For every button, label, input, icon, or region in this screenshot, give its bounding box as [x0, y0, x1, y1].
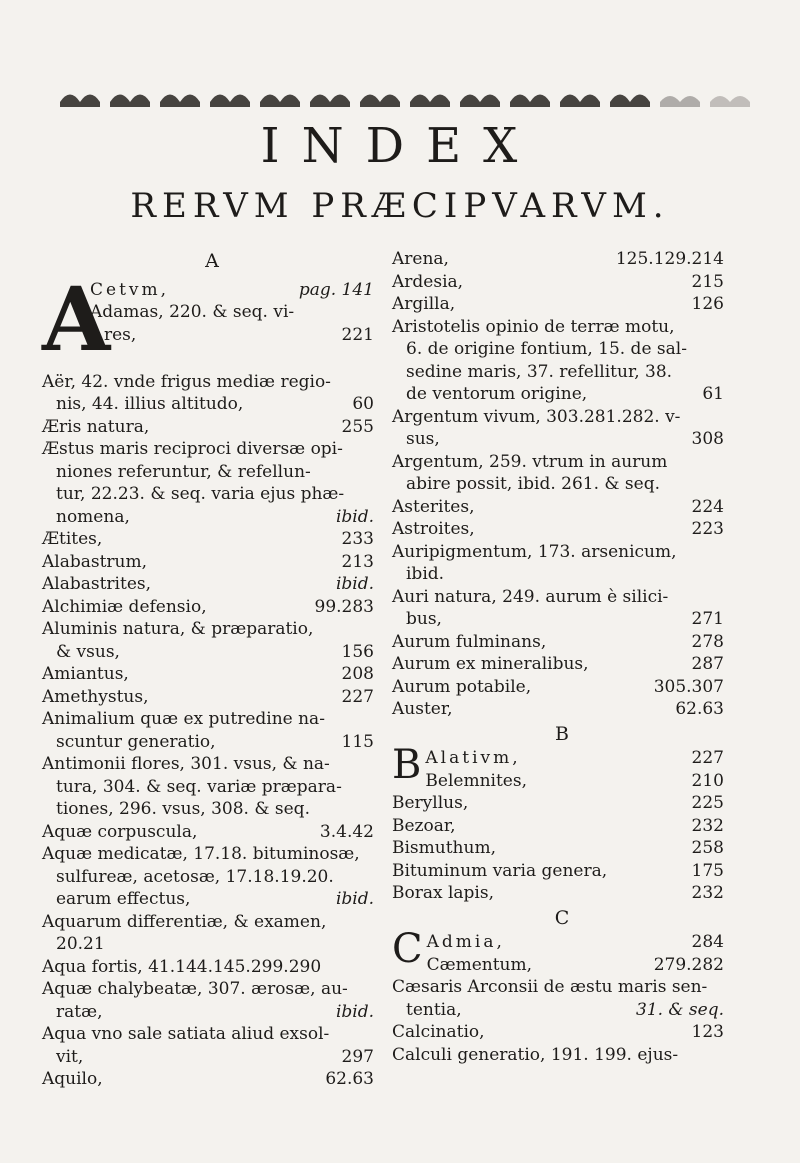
- index-entry: [392, 406, 732, 429]
- entry-page: 232: [691, 883, 724, 903]
- entry-text: nomena,: [56, 506, 130, 527]
- entry-page: 125.129.214: [615, 249, 724, 269]
- entry-page: 62.63: [325, 1069, 374, 1089]
- index-entry: [42, 933, 382, 956]
- entry-page: 284: [691, 932, 724, 952]
- index-entry: [42, 978, 382, 1001]
- index-entry: [392, 563, 732, 586]
- entry-text: 20.21: [56, 934, 105, 954]
- index-entry: [42, 821, 382, 844]
- index-entry: [42, 686, 382, 709]
- entry-text: Ætites,: [42, 529, 103, 549]
- entry-page: 223: [691, 519, 724, 539]
- entry-text: Asterites,: [392, 496, 475, 517]
- entry-page: 126: [691, 294, 724, 314]
- entry-page: 115: [341, 731, 374, 752]
- entry-text: Belemnites,: [425, 770, 527, 791]
- section-letter-a: A: [205, 250, 219, 272]
- index-entry: [42, 618, 382, 641]
- entry-text: tiones, 296. vsus, 308. & seq.: [56, 799, 310, 819]
- index-entry: [42, 596, 382, 619]
- entry-page: 279.282: [653, 954, 724, 975]
- index-entry: [42, 708, 382, 731]
- page-subtitle: RERVM PRÆCIPVARVM.: [130, 186, 670, 226]
- index-entry: [42, 911, 382, 934]
- entry-page: 227: [341, 686, 374, 707]
- index-entry: [392, 837, 732, 860]
- entry-page: 210: [691, 770, 724, 791]
- entry-page: 224: [691, 496, 724, 517]
- index-entry: Adamas, 220. & seq. vi-: [90, 302, 295, 322]
- entry-text: earum effectus,: [56, 889, 191, 909]
- entry-page: 62.63: [675, 699, 724, 719]
- entry-text: Alchimiæ defensio,: [42, 596, 207, 617]
- index-entry: [392, 473, 732, 496]
- index-entry: [42, 663, 382, 686]
- index-entry: [42, 371, 382, 394]
- entry-text: Auripigmentum, 173. arsenicum,: [392, 541, 677, 562]
- entry-text: Aqua vno sale satiata aliud exsol-: [42, 1024, 330, 1044]
- entry-page: ibid.: [335, 889, 374, 909]
- index-entry: [42, 798, 382, 821]
- entry-text: de ventorum origine,: [406, 384, 588, 404]
- entry-text: Alabastrites,: [42, 574, 152, 594]
- entry-page: 31. & seq.: [635, 999, 724, 1020]
- entry-text: & vsus,: [56, 641, 120, 662]
- index-entry: [392, 608, 732, 631]
- index-entry: [392, 518, 732, 541]
- entry-page: 271: [691, 609, 724, 629]
- index-entry: [392, 541, 732, 564]
- entry-page: 156: [341, 641, 374, 662]
- entry-page: 3.4.42: [319, 821, 374, 842]
- entry-page: 233: [341, 529, 374, 549]
- entry-text: abire possit, ibid. 261. & seq.: [406, 474, 660, 494]
- entry-text: Beryllus,: [392, 793, 469, 813]
- entry-page: 255: [341, 416, 374, 437]
- index-entry: [42, 1046, 382, 1069]
- entry-page: 215: [691, 271, 724, 292]
- entry-text: tura, 304. & seq. variæ præpara-: [56, 776, 342, 797]
- entry-text: Aristotelis opinio de terræ motu,: [392, 316, 675, 337]
- dropcap-block: [42, 266, 382, 371]
- index-entry: [42, 641, 382, 664]
- index-entry: res, 221: [104, 324, 374, 345]
- index-entry: [42, 1023, 382, 1046]
- entry-text: Aurum potabile,: [392, 676, 532, 697]
- index-entry: [392, 293, 732, 316]
- entry-text: Amiantus,: [42, 664, 129, 684]
- entry-page: 232: [691, 815, 724, 836]
- index-entry: [392, 428, 732, 451]
- entry-text: Calcinatio,: [392, 1022, 485, 1042]
- entry-text: scuntur generatio,: [56, 731, 216, 752]
- left-column: [42, 248, 382, 1091]
- entry-text: Æstus maris reciproci diversæ opi-: [42, 439, 343, 459]
- entry-page: 287: [691, 654, 724, 674]
- index-entry: [42, 551, 382, 574]
- page-title: INDEX: [260, 118, 540, 174]
- index-entry: Cetvm, pag. 141: [90, 279, 374, 300]
- index-entry: [42, 528, 382, 551]
- entry-text: ibid.: [406, 564, 445, 584]
- entry-text: Antimonii flores, 301. vsus, & na-: [42, 754, 330, 774]
- entry-text: Alabastrum,: [42, 551, 148, 572]
- entry-text: Aurum fulminans,: [392, 631, 547, 652]
- entry-text: tentia,: [406, 999, 462, 1020]
- entry-text: Argilla,: [392, 294, 456, 314]
- index-entry: [392, 770, 732, 793]
- index-entry: [392, 882, 732, 905]
- index-entry: [392, 792, 732, 815]
- right-entry-list-a: [392, 248, 732, 721]
- entry-text: tur, 22.23. & seq. varia ejus phæ-: [56, 484, 345, 504]
- section-letter-c: C: [554, 906, 570, 929]
- entry-text: sus,: [406, 429, 440, 449]
- index-entry: [392, 248, 732, 271]
- entry-text: Aluminis natura, & præparatio,: [42, 619, 314, 639]
- index-entry: [392, 338, 732, 361]
- entry-page: 258: [691, 838, 724, 858]
- index-entry: [42, 1068, 382, 1091]
- index-entry: [392, 860, 732, 883]
- entry-page: 227: [691, 748, 724, 768]
- entry-page: 99.283: [314, 596, 374, 617]
- entry-text: sedine maris, 37. refellitur, 38.: [406, 361, 673, 382]
- index-entry: [42, 573, 382, 596]
- entry-text: Aurum ex mineralibus,: [392, 654, 589, 674]
- entry-page: 308: [691, 429, 724, 449]
- entry-text: ratæ,: [56, 1001, 103, 1022]
- right-entry-list-c: [392, 926, 732, 1066]
- entry-text: Cæmentum,: [426, 954, 533, 975]
- entry-page: ibid.: [335, 574, 374, 594]
- index-entry: [392, 653, 732, 676]
- index-entry: [392, 383, 732, 406]
- entry-text: vit,: [56, 1046, 84, 1067]
- entry-page: 208: [341, 664, 374, 684]
- index-entry: [392, 976, 732, 999]
- index-entry: [42, 393, 382, 416]
- ornamental-border: [50, 82, 750, 112]
- index-entry: [42, 731, 382, 754]
- entry-text: niones referuntur, & refellun-: [56, 461, 311, 482]
- entry-text: Admia,: [426, 932, 505, 952]
- entry-text: Bezoar,: [392, 815, 456, 836]
- index-entry: [42, 843, 382, 866]
- entry-text: Cæsaris Arconsii de æstu maris sen-: [392, 977, 708, 997]
- index-entry: [42, 438, 382, 461]
- entry-text: nis, 44. illius altitudo,: [56, 394, 244, 414]
- entry-text: Aqua fortis, 41.144.145.299.290: [42, 956, 322, 977]
- entry-text: Argentum vivum, 303.281.282. v-: [392, 406, 681, 427]
- entry-page: 297: [341, 1046, 374, 1067]
- index-entry: [392, 316, 732, 339]
- index-entry: [392, 586, 732, 609]
- index-entry: [392, 954, 732, 977]
- entry-text: Argentum, 259. vtrum in aurum: [392, 451, 668, 472]
- entry-page: 213: [341, 551, 374, 572]
- entry-page: 60: [352, 394, 374, 414]
- entry-text: Astroites,: [392, 519, 475, 539]
- entry-text: Alativm,: [425, 748, 521, 768]
- entry-text: 6. de origine fontium, 15. de sal-: [406, 339, 687, 359]
- entry-text: Aquæ corpuscula,: [42, 821, 198, 842]
- entry-text: Animalium quæ ex putredine na-: [42, 709, 325, 729]
- entry-page: ibid.: [335, 1001, 374, 1022]
- dropcap-b: B: [392, 742, 422, 788]
- entry-text: Aquarum differentiæ, & examen,: [42, 911, 327, 932]
- entry-text: Aquæ chalybeatæ, 307. ærosæ, au-: [42, 979, 348, 999]
- entry-text: Aër, 42. vnde frigus mediæ regio-: [42, 371, 331, 392]
- index-entry: [392, 999, 732, 1022]
- right-entry-list-b: [392, 742, 732, 905]
- entry-page: ibid.: [335, 506, 374, 527]
- index-entry: [392, 271, 732, 294]
- entry-page: 278: [691, 631, 724, 652]
- index-entry: [392, 1021, 732, 1044]
- index-entry: [392, 698, 732, 721]
- entry-page: 225: [691, 793, 724, 813]
- entry-page: 61: [702, 384, 724, 404]
- index-entry: [42, 776, 382, 799]
- index-entry: [392, 451, 732, 474]
- index-entry: [42, 956, 382, 979]
- entry-text: Borax lapis,: [392, 883, 494, 903]
- entry-text: Arena,: [392, 249, 449, 269]
- index-entry: [392, 631, 732, 654]
- entry-text: Bituminum varia genera,: [392, 860, 608, 881]
- index-entry: [392, 361, 732, 384]
- entry-page: 123: [691, 1022, 724, 1042]
- index-entry: [42, 416, 382, 439]
- index-entry: [42, 753, 382, 776]
- left-entry-list: [42, 371, 382, 1091]
- index-entry: [42, 461, 382, 484]
- entry-text: Calculi generatio, 191. 199. ejus-: [392, 1044, 679, 1065]
- entry-text: Aquilo,: [42, 1069, 103, 1089]
- index-entry: [392, 815, 732, 838]
- entry-text: Auri natura, 249. aurum è silici-: [392, 586, 669, 607]
- entry-text: bus,: [406, 609, 442, 629]
- entry-text: sulfureæ, acetosæ, 17.18.19.20.: [56, 866, 334, 887]
- entry-text: Aquæ medicatæ, 17.18. bituminosæ,: [42, 844, 360, 864]
- entry-text: Ardesia,: [392, 271, 464, 292]
- section-letter-b: B: [555, 722, 569, 745]
- index-entry: [392, 496, 732, 519]
- index-entry: [42, 866, 382, 889]
- index-entry: [42, 1001, 382, 1024]
- entry-page: 305.307: [653, 676, 724, 697]
- index-entry: [42, 483, 382, 506]
- dropcap-a: A: [42, 266, 111, 371]
- entry-text: Auster,: [392, 699, 453, 719]
- index-entry: [42, 888, 382, 911]
- entry-text: Amethystus,: [42, 686, 149, 707]
- index-entry: [42, 506, 382, 529]
- dropcap-c: C: [392, 926, 423, 972]
- entry-page: 175: [691, 860, 724, 881]
- entry-text: Æris natura,: [42, 416, 150, 437]
- index-entry: [392, 1044, 732, 1067]
- entry-text: Bismuthum,: [392, 838, 496, 858]
- index-entry: [392, 676, 732, 699]
- right-column: [392, 248, 732, 1066]
